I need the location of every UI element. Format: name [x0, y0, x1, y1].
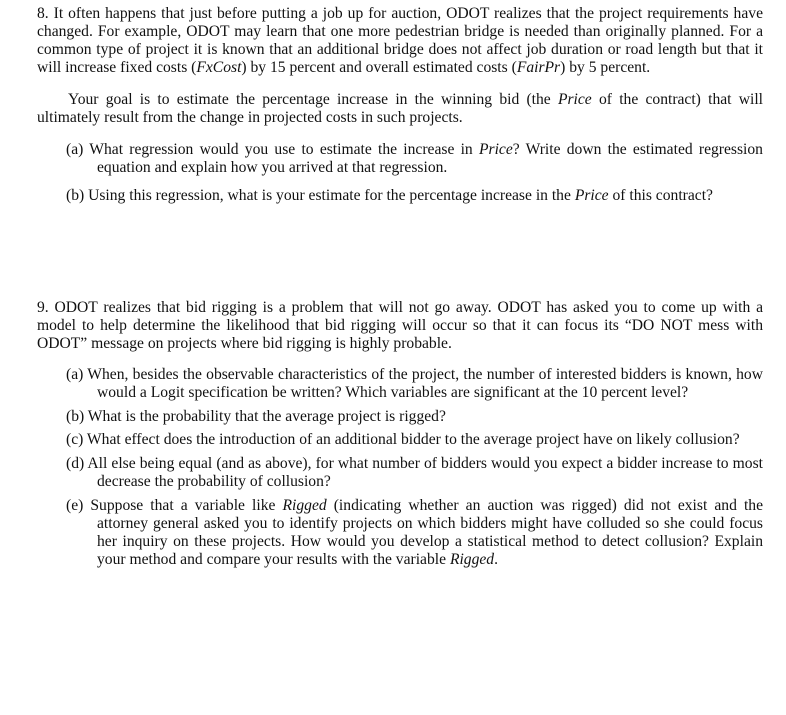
fxcost-term: FxCost	[196, 59, 242, 76]
question-9e-text-mid: (indicating whether an auction was rigged) did not exist and the attorney general asked you to identify projects on which bidders might have colluded so she could focus her inquiry on these projects. How would you develop a statistical method to detect collusion? Explain your method and compare your results with the variable	[97, 497, 763, 568]
question-8-intro-text-end: ) by 5 percent.	[560, 59, 651, 76]
question-9c: (c) What effect does the introduction of an additional bidder to the average project have on likely collusion?	[66, 431, 740, 448]
question-8b-text: (b) Using this regression, what is your estimate for the percentage increase in the	[66, 187, 575, 204]
question-8b	[37, 187, 763, 205]
question-9e	[37, 497, 763, 569]
question-8-goal	[37, 91, 763, 127]
question-8-goal-text-end: of the contract) that will ultimately result from the change in projected costs in such projects.	[37, 91, 763, 126]
rigged-term: Rigged	[282, 497, 327, 514]
question-8-intro-text: 8. It often happens that just before putting a job up for auction, ODOT realizes that the project requirements have changed. For example, ODOT may learn that one more pedestrian bridge is needed than originally planned. For a common type of project it is known that an additional bridge does not affect job duration or road length but that it will increase fixed costs (	[37, 5, 763, 76]
rigged-term: Rigged	[449, 551, 495, 568]
question-8-intro-text-mid: ) by 15 percent and overall estimated costs (	[241, 59, 517, 76]
question-8-goal-text: Your goal is to estimate the percentage increase in the winning bid (the	[68, 91, 558, 108]
question-8a	[37, 141, 763, 177]
document-page	[37, 5, 763, 569]
question-8b-text-end: of this contract?	[608, 187, 713, 204]
question-8a-text-end: ? Write down the estimated regression equation and explain how you arrived at that regression.	[97, 141, 763, 176]
question-9a: (a) When, besides the observable characteristics of the project, the number of interested bidders is known, how would a Logit specification be written? Which variables are significant at the 10 percent level?	[66, 366, 763, 401]
question-9e-text: (e) Suppose that a variable like	[66, 497, 283, 514]
question-9-intro: 9. ODOT realizes that bid rigging is a problem that will not go away. ODOT has asked you to come up with a model to help determine the likelihood that bid rigging will occur so that it can focus its “DO NOT mess with ODOT” message on projects where bid rigging is highly probable.	[37, 299, 763, 352]
question-8-intro	[37, 5, 763, 77]
fairpr-term: FairPr	[516, 59, 561, 76]
answer-space	[37, 205, 763, 299]
question-9e-text-end: .	[494, 551, 499, 568]
question-9b: (b) What is the probability that the average project is rigged?	[66, 408, 446, 425]
question-9d: (d) All else being equal (and as above), for what number of bidders would you expect a bidder increase to most decrease the probability of collusion?	[66, 455, 763, 490]
price-term: Price	[574, 187, 609, 204]
price-term: Price	[557, 91, 592, 108]
price-term: Price	[478, 141, 513, 158]
question-8a-text: (a) What regression would you use to estimate the increase in	[66, 141, 479, 158]
